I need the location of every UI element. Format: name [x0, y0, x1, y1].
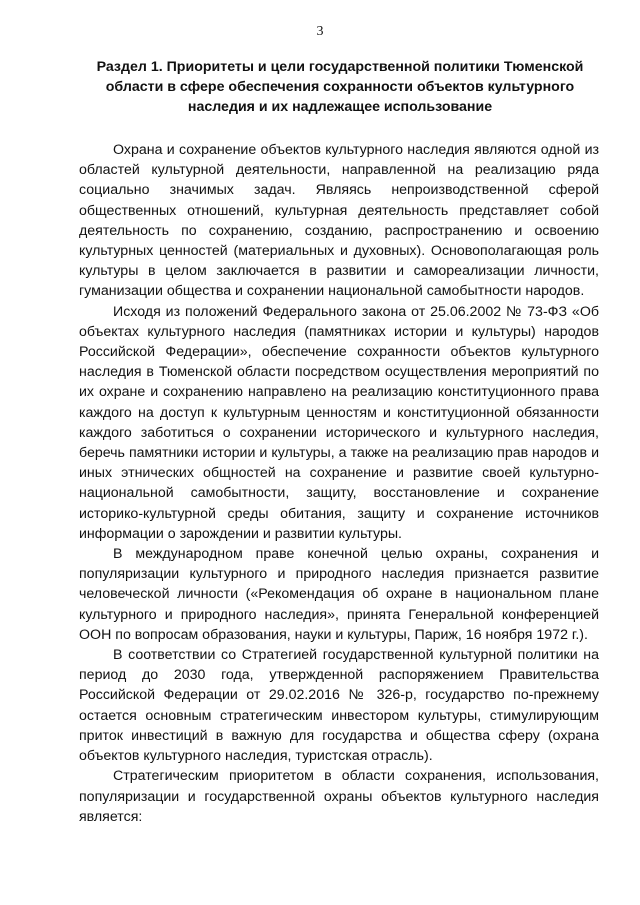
- paragraph: В соответствии со Стратегией государственной культурной политики на период до 2030 года, утвержденной распоряжением Правительства Российской Федерации от 29.02.2016 № 326-р, государство по-прежнему остается основным стратегическим инвестором культуры, стимулирующим приток инвестиций в важную для государства и общества сферу (охрана объектов культурного наследия, туристская отрасль).: [79, 647, 599, 765]
- body-text: [79, 140, 599, 827]
- paragraph: Охрана и сохранение объектов культурного наследия являются одной из областей культурной деятельности, направленной на реализацию ряда социально значимых задач. Являясь непроизводственной сферой общественных отношений, культурная деятельность представляет собой деятельность по сохранению, созданию, распространению и освоению культурных ценностей (материальных и духовных). Основополагающая роль культуры в целом заключается в развитии и самореализации личности, гуманизации общества и сохранении национальной самобытности народов.: [79, 142, 599, 300]
- paragraph: В международном праве конечной целью охраны, сохранения и популяризации культурного и природного наследия признается развитие человеческой личности («Рекомендация об охране в национальном плане культурного и природного наследия», принята Генеральной конференцией ООН по вопросам образования, науки и культуры, Париж, 16 ноября 1972 г.).: [79, 546, 599, 643]
- paragraph: Исходя из положений Федерального закона от 25.06.2002 № 73-ФЗ «Об объектах культурного наследия (памятниках истории и культуры) народов Российской Федерации», обеспечение сохранности объектов культурного наследия в Тюменской области посредством осуществления мероприятий по их охране и сохранению направлено на реализацию конституционного права каждого на доступ к культурным ценностям и конституционной обязанности каждого заботиться о сохранении исторического и культурного наследия, беречь памятники истории и культуры, а также на реализацию прав народов и иных этнических общностей на сохранение и развитие своей культурно-национальной самобытности, защиту, восстановление и сохранение историко-культурной среды обитания, защиту и сохранение источников информации о зарождении и развитии культуры.: [79, 303, 599, 542]
- page-number: 3: [316, 24, 324, 39]
- section-heading: Раздел 1. Приоритеты и цели государственной политики Тюменской области в сфере обеспечения сохранности объектов культурного наследия и их надлежащее использование: [96, 59, 584, 115]
- paragraph: Стратегическим приоритетом в области сохранения, использования, популяризации и государственной охраны объектов культурного наследия является:: [79, 768, 599, 825]
